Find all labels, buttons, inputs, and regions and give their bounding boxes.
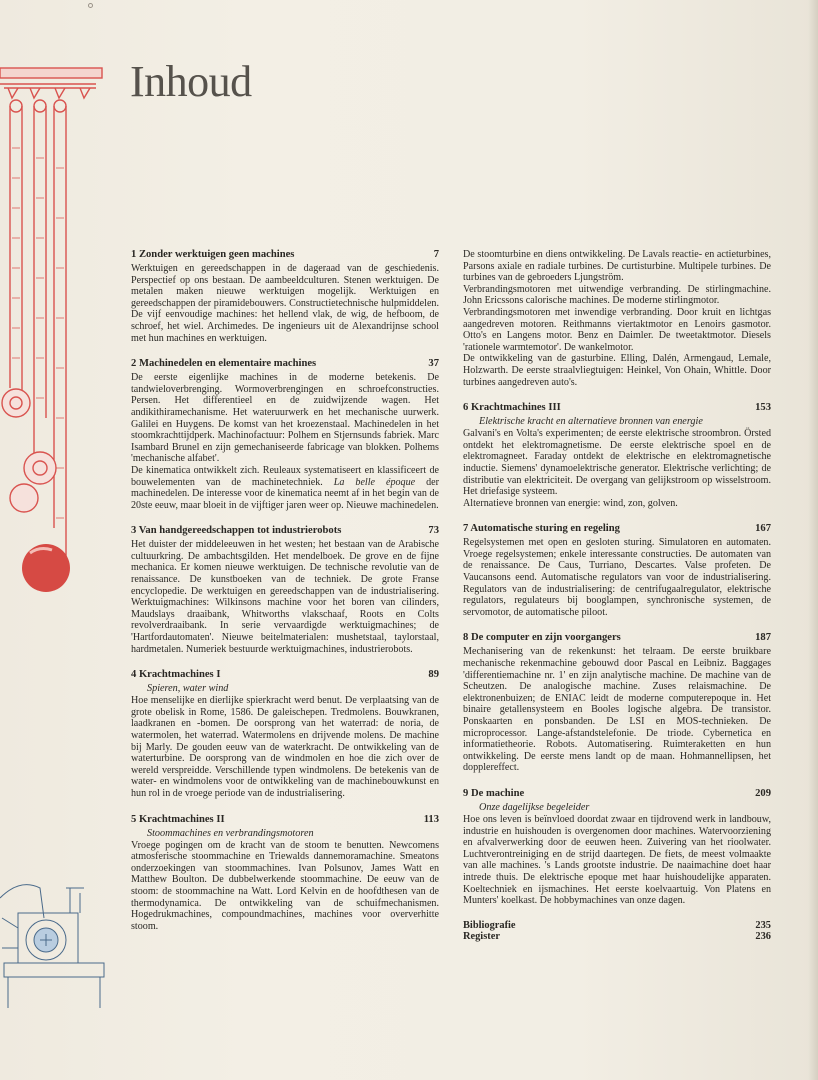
- section-subtitle: Elektrische kracht en alternatieve bronnen van energie: [479, 416, 703, 428]
- toc-section-8: [463, 631, 771, 774]
- section-text: Mechanisering van de rekenkunst: het telraam. De eerste bruikbare mechanische rekenmachine gebouwd door Pascal en Leibniz. Baggages 'differentiemachine nr. 1' en zijn analytische machine. De machine van de Scheutzen. De analogische machine. Zuses relaismachine. De elektronenbuizen; de ENIAC leidt de moderne computerepoque in. Het binaire getallensysteem en Booles logische algebra. De transistor. Ponskaarten en ponsbanden. De LSI en MOS-technieken. De microprocessor. Lange-afstandstelefonie. De triode. Cybernetica en informatietheorie. Robots. Automatisering. Ruimteraketten en hun ontwikkeling. De eerste mens landt op de maan. Hohmannellipsen, het dopplereffect.: [463, 646, 771, 774]
- section-heading: [131, 668, 439, 681]
- section-subtitle: Spieren, water wind: [147, 683, 229, 695]
- section-page-number: 167: [755, 523, 771, 535]
- section-subtitle: Stoommachines en verbrandingsmotoren: [147, 827, 314, 839]
- section-page-number: 89: [428, 669, 439, 681]
- section-text: Het duister der middeleeuwen in het westen; het bestaan van de Arabische cultuurkring. De ambachtsgilden. Het mendelboek. De grove en de fijne mechanica. Er komen nieuwe werktuigen. De technische revolutie van de renaissance. De kunstboeken van de techniek. De grote Franse encyclopedie. De werktuigen en gereedschappen van de industrialisering. Werktuigmachines: Wilkinsons machine voor het boren van cilinders, Maudslays draaibank, Whitworths vlakschaaf, Roots en Colts revolverdraaibank. In serie vervaardigde werktuigmachines; de 'Hartfordautomaten'. Nieuwe beitelmaterialen: mushetstaal, taylorstaal, hardmetalen. Numeriek bestuurde werktuigmachines, industrierobots.: [131, 539, 439, 655]
- page-mark: [88, 3, 93, 8]
- section-text: De kinematica ontwikkelt zich. Reuleaux systematiseert en klassificeert de bouwelementen van de machinetechniek. La belle époque der machinedelen. De interesse voor de kinematica neemt af in het begin van de 20ste eeuw, maar bloeit in de vijftiger jaren weer op. Nieuwe machinedelen.: [131, 464, 439, 511]
- section-heading: [463, 787, 771, 800]
- page-edge-shadow: [808, 0, 818, 1080]
- section-title: 4 Krachtmachines I: [131, 669, 221, 681]
- bibliography-entry: [463, 920, 771, 932]
- section-title: 1 Zonder werktuigen geen machines: [131, 249, 295, 260]
- section-title: 8 De computer en zijn voorgangers: [463, 632, 621, 644]
- engine-sketch-illustration: [0, 858, 110, 1018]
- section-page-number: 37: [428, 358, 439, 370]
- section-text: Hoe menselijke en dierlijke spierkracht werd benut. De verplaatsing van de grote obelisk in Rome, 1586. De galeischepen. Tredmolens. Bouwkranen, laadkranen en -bomen. De oorsprong van het waterrad: de noria, de watermolen, het waterrad. Watermolens en drijvende molens. De machine bij Marly. De gouden eeuw van de waterkracht. De ontwikkeling van de waterturbine. De oorsprong van de windmolen en hoe die zich over de wereld verspreidde. Verschillende typen windmolens. De betekenis van de water- en windmolens voor de ontwikkeling van de machinebouwkunst en hun rol in de vroege periode van de industrialisering.: [131, 695, 439, 799]
- section-title: 9 De machine: [463, 787, 525, 799]
- section-text: Hoe ons leven is beïnvloed doordat zwaar en tijdrovend werk in landbouw, industrie en huishouden is overgenomen door machines. Watervoorziening en afvalverwerking door de eeuwen heen. Zuivering van het rioolwater. Luchtverontreiniging en de strijd daartegen. De fiets, de meest volmaakte van alle machines. 's Lands grootste industrie. De naaimachine doet haar intrede thuis. De elektrische epoque met haar huishoudelijke apparaten. Koeltechniek en ijsmachines. Het eerste koelvaartuig. Von Platens en Munters' koelkast. De hobbymachines van onze dagen.: [463, 813, 771, 907]
- section-text: Regelsystemen met open en gesloten sturing. Simulatoren en automaten. Vroege regelsystemen; enkele interessante constructies. De automaten van de renaissance. De Caus, Turriano, Descartes. Valse profeten. De Vaucansons eend. Automatische regulators van voor de industrialisering. Regulators van de industrialisering: de centrifugaalregulator, elektrische regulators, regulateurs bij booglampen, synchronische systemen, de servomotor, de automatische piloot.: [463, 537, 771, 618]
- section-heading: [131, 357, 439, 370]
- toc-column-left: [131, 248, 439, 945]
- entry-page: 235: [755, 919, 771, 931]
- pulley-weight-illustration: [0, 58, 110, 603]
- toc-section-3: [131, 524, 439, 655]
- section-title: 2 Machinedelen en elementaire machines: [131, 358, 317, 370]
- section-page-number: 73: [428, 525, 439, 537]
- entry-page: 236: [755, 931, 771, 943]
- section-text: Vroege pogingen om de kracht van de stoom te benutten. Newcomens atmosferische stoommachine en Triewalds dannemoramachine. Smeatons onderzoekingen van stoommachines. Ivan Polsunov, James Watt en Matthew Boulton. De dubbelwerkende stoommachine. De eeuw van de stoom: de stoommachine na Watt. Lord Kelvin en de hoofdthesen van de thermodynamica. De ontwikkeling van de schuifmechanismen. Hogedrukmachines, compoundmachines, machines voor oververhitte stoom.: [131, 839, 439, 932]
- section-text: Verbrandingsmotoren met inwendige verbranding. Door kruit en lichtgas aangedreven motoren. Reithmanns viertaktmotor en Lenoirs gasmotor. Otto's en Langens motor. Benz en Daimler. De tweetaktmotor. Diesels 'rationele warmtemotor'. De wankelmotor.: [463, 306, 771, 353]
- toc-section-9: [463, 787, 771, 907]
- section-heading: [131, 813, 439, 826]
- section-subtitle: Onze dagelijkse begeleider: [479, 801, 590, 813]
- toc-section-6: [463, 401, 771, 509]
- section-heading: [131, 524, 439, 537]
- section-page-number: 153: [755, 402, 771, 414]
- section-title: 7 Automatische sturing en regeling: [463, 523, 620, 535]
- section-page-number: 209: [755, 787, 771, 799]
- section-text: Galvani's en Volta's experimenten; de eerste elektrische stroombron. Örsted ontdekt het elektromagnetisme. De eerste elektrische spoel en de elektromagneet. Faraday ontdekt de elektrische en elektromagnetische inductie. Siemens' dynamoelektrische generator. Elektrische verlichting; de distributie van elektriciteit. De overgang van gelijkstroom op wisselstroom. Het driefasige systeem.: [463, 428, 771, 498]
- section-heading: [463, 631, 771, 644]
- section-title: 3 Van handgereedschappen tot industrierobots: [131, 525, 342, 537]
- section-page-number: 7: [433, 249, 439, 260]
- section-page-number: 187: [755, 632, 771, 644]
- section-heading: [463, 401, 771, 414]
- entry-label: Register: [463, 931, 500, 943]
- section-title: 6 Krachtmachines III: [463, 402, 561, 414]
- page-title: Inhoud: [130, 57, 252, 106]
- section-text: De stoomturbine en diens ontwikkeling. De Lavals reactie- en actieturbines, Parsons axiale en radiale turbines. De curtisturbine. Multipele turbines. De turbines van de gebroeders Ljungström.: [463, 249, 771, 284]
- entry-label: Bibliografie: [463, 919, 516, 931]
- section-italic: La belle époque: [333, 476, 416, 488]
- toc-section-7: [463, 522, 771, 618]
- section-title: 5 Krachtmachines II: [131, 813, 225, 825]
- toc-section-2: [131, 357, 439, 511]
- section-text: Werktuigen en gereedschappen in de dageraad van de geschiedenis. Perspectief op ons bestaan. De aambeeldculturen. Stenen werktuigen. De metalen maken nieuwe werktuigen mogelijk. Werktuigen en gereedschappen der piramidebouwers. Constructietechnische hulpmiddelen. De vijf eenvoudige machines: het hellend vlak, de wig, de hefboom, de schroef, het wiel. Archimedes. De ingenieurs uit de Alexandrijnse school met hun machines en werktuigen.: [131, 263, 439, 344]
- toc-section-4: [131, 668, 439, 799]
- section-heading: [463, 522, 771, 535]
- section-text: De ontwikkeling van de gasturbine. Elling, Dalén, Armengaud, Lemale, Holzwarth. De eerste straalvliegtuigen: Heinkel, Von Ohain, Whittle. Door turbines aangedreven auto's.: [463, 353, 771, 388]
- closing-entries: [463, 920, 771, 943]
- section-page-number: 113: [423, 813, 439, 825]
- section-text: Alternatieve bronnen van energie: wind, zon, golven.: [463, 497, 678, 509]
- section-heading: [131, 248, 439, 261]
- register-entry: [463, 931, 771, 943]
- toc-section-5: [131, 813, 439, 933]
- section-text: De eerste eigenlijke machines in de moderne betekenis. De tandwieloverbrenging. Wormoverbrengingen en schroefconstructies. Persen. Het differentieel en de zuidwijzende wagen. Het andikithiramechanisme. Het wateruurwerk en het mechanische uurwerk. Galilei en Huygens. De komst van het kroezenstaal. Machinedelen in het stoomkrachttijdperk. Machinofactuur: Polhem en Stjernsunds fabriek. Marc Isambard Brunel en zijn gemechaniseerde fabricage van blokken. Polhems 'mechanische alfabet'.: [131, 372, 439, 465]
- toc-section-1: [131, 248, 439, 344]
- toc-column-right: [463, 249, 771, 943]
- toc-section-5-continued: [463, 249, 771, 388]
- section-text: Verbrandingsmotoren met uitwendige verbranding. De stirlingmachine. John Ericssons calorische machines. De moderne stirlingmotor.: [463, 283, 771, 307]
